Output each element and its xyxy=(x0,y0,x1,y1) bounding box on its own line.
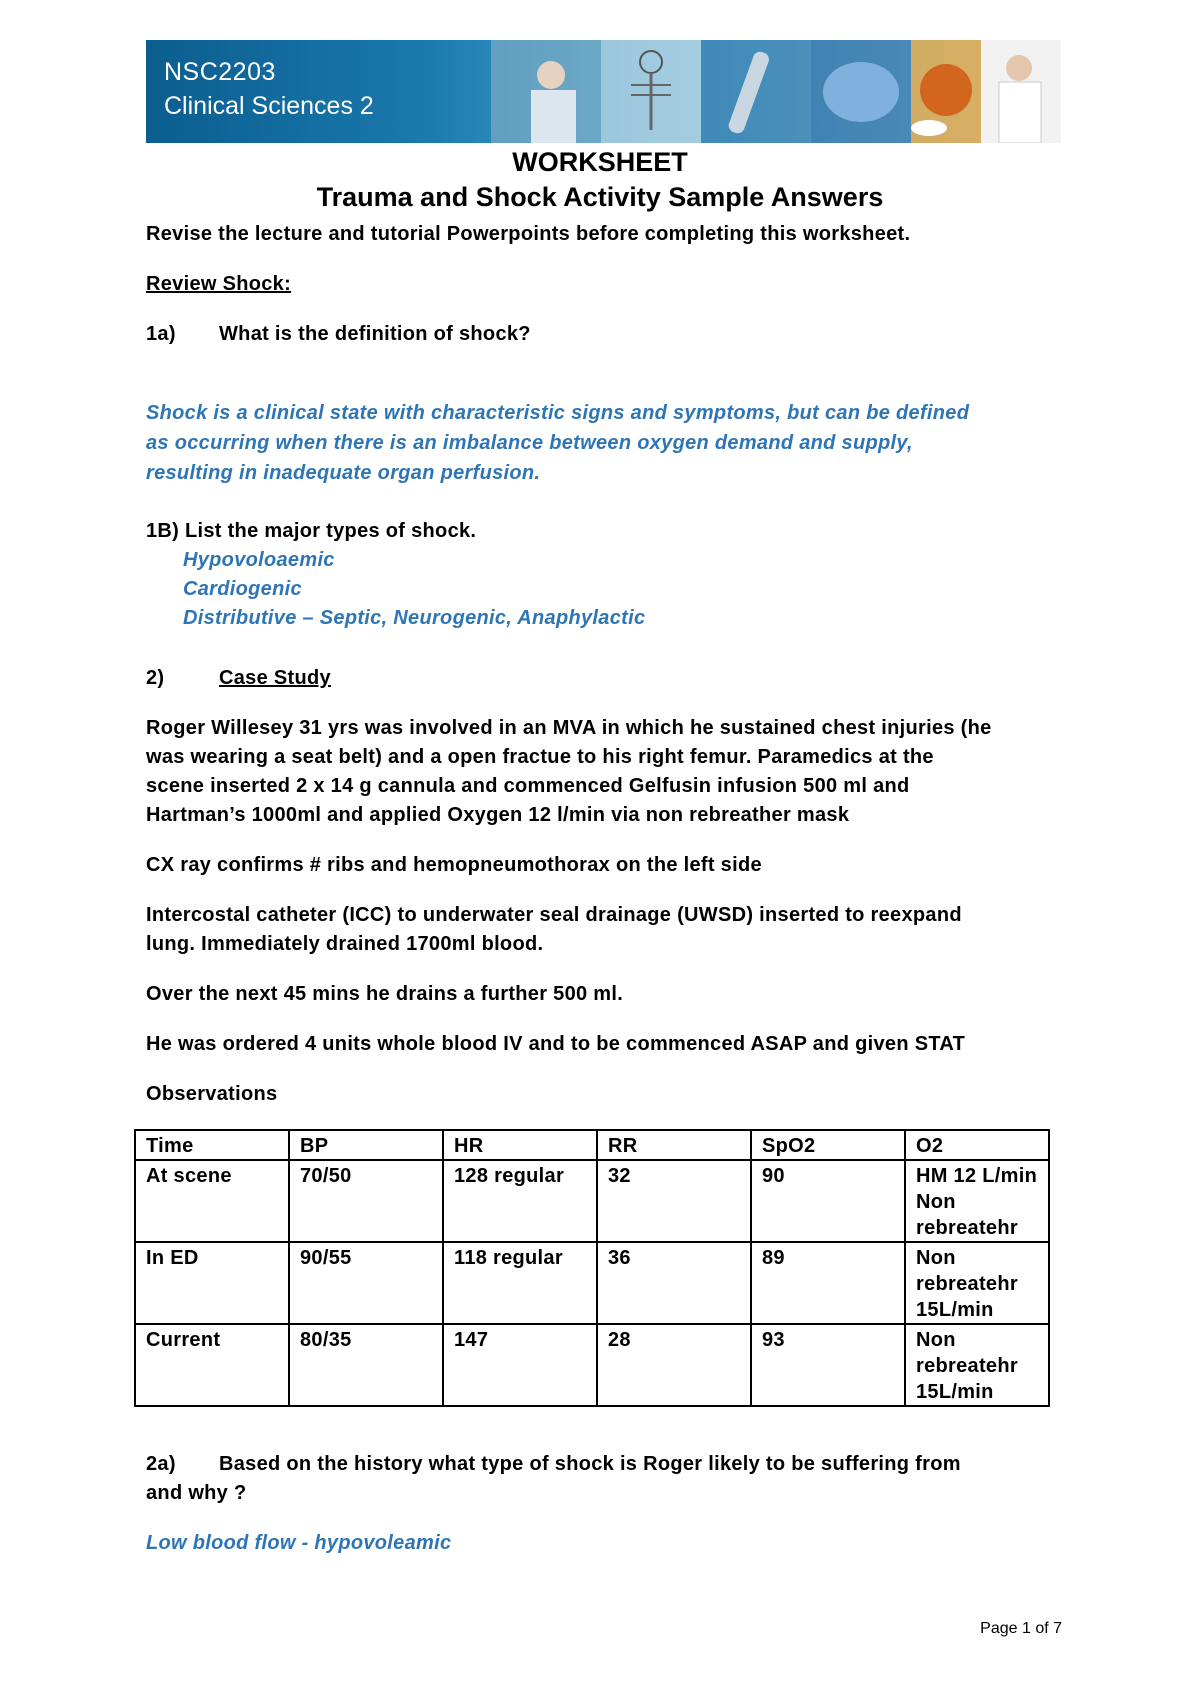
question-text: Based on the history what type of shock is Roger likely to be suffering from xyxy=(219,1453,961,1475)
table-header-row xyxy=(135,1130,1049,1160)
question-text-continued: and why ? xyxy=(146,1482,247,1504)
table-cell: 147 xyxy=(443,1324,597,1406)
shock-type-item: Distributive – Septic, Neurogenic, Anaphylactic xyxy=(183,607,646,629)
column-header: RR xyxy=(597,1130,751,1160)
question-number: 2a) xyxy=(146,1453,176,1475)
course-banner xyxy=(146,40,1061,143)
answer-1a-line: as occurring when there is an imbalance between oxygen demand and supply, xyxy=(146,432,913,454)
table-cell: Current xyxy=(135,1324,289,1406)
table-cell: Non rebreatehr 15L/min xyxy=(905,1242,1049,1324)
table-cell: Non rebreatehr 15L/min xyxy=(905,1324,1049,1406)
case-paragraph-line: lung. Immediately drained 1700ml blood. xyxy=(146,933,544,955)
case-paragraph-line: Roger Willesey 31 yrs was involved in an MVA in which he sustained chest injuries (he xyxy=(146,717,992,739)
table-row xyxy=(135,1160,1049,1242)
review-shock-heading: Review Shock: xyxy=(146,273,292,295)
case-paragraph: He was ordered 4 units whole blood IV and to be commenced ASAP and given STAT xyxy=(146,1033,966,1055)
table-cell: HM 12 L/min Non rebreatehr xyxy=(905,1160,1049,1242)
observations-heading: Observations xyxy=(146,1083,278,1105)
table-cell: 118 regular xyxy=(443,1242,597,1324)
answer-2a: Low blood flow - hypovoleamic xyxy=(146,1532,452,1554)
banner-collage-image xyxy=(491,40,1061,143)
course-title: Clinical Sciences 2 xyxy=(164,92,374,120)
shock-type-item: Cardiogenic xyxy=(183,578,302,600)
case-paragraph-line: Intercostal catheter (ICC) to underwater seal drainage (UWSD) inserted to reexpand xyxy=(146,904,962,926)
answer-1a-line: resulting in inadequate organ perfusion. xyxy=(146,462,541,484)
case-study-title: Case Study xyxy=(219,667,331,689)
column-header: SpO2 xyxy=(751,1130,905,1160)
question-1b: 1B) List the major types of shock. xyxy=(146,520,477,542)
table-cell: 93 xyxy=(751,1324,905,1406)
column-header: Time xyxy=(135,1130,289,1160)
course-code: NSC2203 xyxy=(164,58,276,86)
table-cell: 128 regular xyxy=(443,1160,597,1242)
table-cell: 70/50 xyxy=(289,1160,443,1242)
question-number: 2) xyxy=(146,667,165,689)
observations-table xyxy=(134,1129,1050,1407)
shock-type-item: Hypovoloaemic xyxy=(183,549,335,571)
table-cell: At scene xyxy=(135,1160,289,1242)
worksheet-label: WORKSHEET xyxy=(512,147,688,177)
instruction-text: Revise the lecture and tutorial Powerpoints before completing this worksheet. xyxy=(146,223,911,245)
column-header: O2 xyxy=(905,1130,1049,1160)
table-cell: 28 xyxy=(597,1324,751,1406)
case-paragraph: Over the next 45 mins he drains a further 500 ml. xyxy=(146,983,624,1005)
column-header: HR xyxy=(443,1130,597,1160)
case-paragraph-line: scene inserted 2 x 14 g cannula and commenced Gelfusin infusion 500 ml and xyxy=(146,775,910,797)
table-cell: 32 xyxy=(597,1160,751,1242)
question-text: What is the definition of shock? xyxy=(219,323,531,345)
case-paragraph-line: was wearing a seat belt) and a open fractue to his right femur. Paramedics at the xyxy=(146,746,934,768)
case-paragraph: CX ray confirms # ribs and hemopneumothorax on the left side xyxy=(146,854,762,876)
table-cell: 90 xyxy=(751,1160,905,1242)
table-cell: In ED xyxy=(135,1242,289,1324)
table-cell: 89 xyxy=(751,1242,905,1324)
table-cell: 80/35 xyxy=(289,1324,443,1406)
table-cell: 36 xyxy=(597,1242,751,1324)
page-title: Trauma and Shock Activity Sample Answers xyxy=(316,182,884,212)
table-row xyxy=(135,1242,1049,1324)
table-cell: 90/55 xyxy=(289,1242,443,1324)
question-number: 1a) xyxy=(146,323,176,345)
table-row xyxy=(135,1324,1049,1406)
case-paragraph-line: Hartman’s 1000ml and applied Oxygen 12 l/min via non rebreather mask xyxy=(146,804,850,826)
column-header: BP xyxy=(289,1130,443,1160)
answer-1a-line: Shock is a clinical state with characteristic signs and symptoms, but can be defined xyxy=(146,402,970,424)
page-number: Page 1 of 7 xyxy=(980,1620,1062,1637)
